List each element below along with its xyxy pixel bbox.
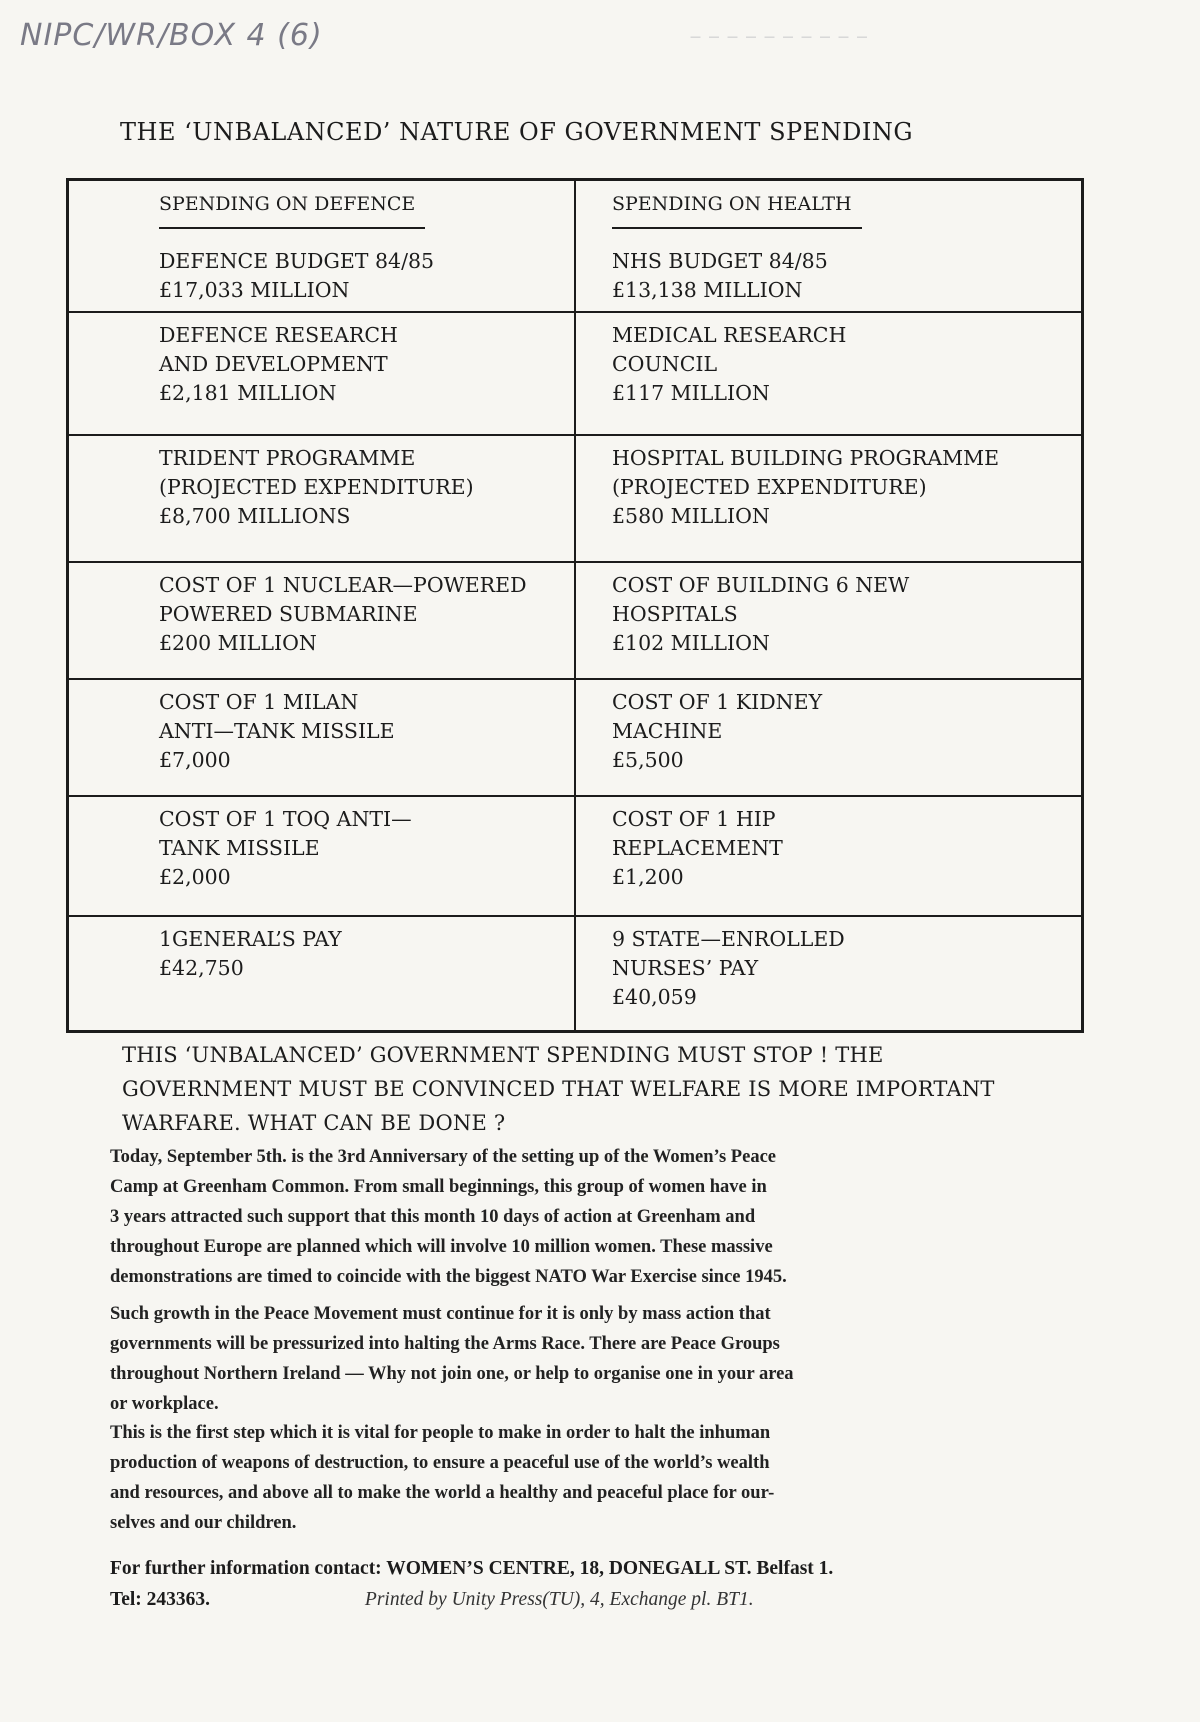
cell-text: NHS BUDGET 84/85: [612, 249, 828, 273]
table-cell-health: [575, 679, 1083, 796]
paragraph-line: Such growth in the Peace Movement must continue for it is only by mass action that: [110, 1304, 771, 1324]
paragraph-line: 3 years attracted such support that this month 10 days of action at Greenham and: [110, 1207, 756, 1227]
cell-text: £200 MILLION: [159, 631, 317, 655]
table-row: [68, 916, 1083, 1031]
call-line: THIS ‘UNBALANCED’ GOVERNMENT SPENDING MUST STOP ! THE: [122, 1043, 884, 1067]
cell-text: DEFENCE BUDGET 84/85: [159, 249, 435, 273]
cell-text: HOSPITAL BUILDING PROGRAMME: [612, 446, 1000, 470]
table-cell-defence: [68, 180, 576, 313]
table-row: [68, 180, 1083, 313]
table-row: [68, 312, 1083, 435]
cell-text: £2,181 MILLION: [159, 381, 337, 405]
cell-text: MACHINE: [612, 719, 723, 743]
paragraph-line: throughout Northern Ireland — Why not join one, or help to organise one in your area: [110, 1364, 794, 1384]
table-cell-health: [575, 916, 1083, 1031]
cell-text: REPLACEMENT: [612, 836, 783, 860]
cell-text: £42,750: [159, 956, 244, 980]
table-cell-defence: [68, 796, 576, 916]
cell-text: TANK MISSILE: [159, 836, 320, 860]
cell-text: MEDICAL RESEARCH: [612, 323, 847, 347]
printer-credit: Printed by Unity Press(TU), 4, Exchange pl. BT1.: [364, 1589, 754, 1610]
cell-text: COST OF BUILDING 6 NEW: [612, 573, 910, 597]
table-row: [68, 796, 1083, 916]
cell-text: COST OF 1 KIDNEY: [612, 690, 823, 714]
contact-line-2: [110, 1584, 1070, 1615]
cell-text: £17,033 MILLION: [159, 278, 350, 302]
call-to-action: [122, 1038, 1082, 1140]
table-body: [68, 180, 1083, 1032]
paragraph-first-step: [110, 1418, 1070, 1538]
paragraph-greenham: [110, 1142, 1070, 1292]
cell-text: £1,200: [612, 865, 684, 889]
column-header-health: SPENDING ON HEALTH: [612, 190, 862, 229]
table-row: [68, 562, 1083, 679]
cell-text: £117 MILLION: [612, 381, 770, 405]
cell-text: £13,138 MILLION: [612, 278, 803, 302]
column-header-defence: SPENDING ON DEFENCE: [159, 190, 425, 229]
table-cell-defence: [68, 435, 576, 562]
paragraph-line: throughout Europe are planned which will involve 10 million women. These massive: [110, 1237, 773, 1257]
cell-text: COST OF 1 NUCLEAR—POWERED: [159, 573, 527, 597]
call-line: GOVERNMENT MUST BE CONVINCED THAT WELFARE IS MORE IMPORTANT: [122, 1077, 995, 1101]
paragraph-peace-movement: [110, 1299, 1070, 1419]
cell-text: (PROJECTED EXPENDITURE): [159, 475, 474, 499]
cell-text: TRIDENT PROGRAMME: [159, 446, 416, 470]
table-cell-health: [575, 435, 1083, 562]
page-title: THE ‘UNBALANCED’ NATURE OF GOVERNMENT SPENDING: [120, 118, 914, 146]
cell-text: HOSPITALS: [612, 602, 738, 626]
cell-text: COUNCIL: [612, 352, 718, 376]
cell-text: £2,000: [159, 865, 231, 889]
contact-line: For further information contact: WOMEN’S CENTRE, 18, DONEGALL ST. Belfast 1.: [110, 1558, 834, 1579]
table-cell-defence: [68, 562, 576, 679]
cell-text: NURSES’ PAY: [612, 956, 759, 980]
paragraph-line: Today, September 5th. is the 3rd Anniversary of the setting up of the Women’s Peace: [110, 1147, 776, 1167]
paragraph-line: and resources, and above all to make the world a healthy and peaceful place for our-: [110, 1483, 775, 1503]
paragraph-line: demonstrations are timed to coincide with the biggest NATO War Exercise since 1945.: [110, 1267, 787, 1287]
paragraph-line: This is the first step which it is vital for people to make in order to halt the inhuman: [110, 1423, 771, 1443]
table-row: [68, 679, 1083, 796]
archive-reference-handwriting: NIPC/WR/BOX 4 (6): [20, 18, 323, 53]
call-line: WARFARE. WHAT CAN BE DONE ?: [122, 1111, 506, 1135]
cell-text: COST OF 1 TOQ ANTI—: [159, 807, 412, 831]
contact-info: [110, 1553, 1070, 1615]
table-cell-health: [575, 796, 1083, 916]
spending-comparison-table: [66, 178, 1084, 1033]
paragraph-line: production of weapons of destruction, to ensure a peaceful use of the world’s wealth: [110, 1453, 770, 1473]
cell-text: ANTI—TANK MISSILE: [159, 719, 395, 743]
paragraph-line: selves and our children.: [110, 1513, 297, 1533]
cell-text: COST OF 1 HIP: [612, 807, 776, 831]
cell-text: £102 MILLION: [612, 631, 770, 655]
table-cell-health: [575, 180, 1083, 313]
cell-text: (PROJECTED EXPENDITURE): [612, 475, 927, 499]
cell-text: £40,059: [612, 985, 697, 1009]
table-cell-defence: [68, 312, 576, 435]
cell-text: AND DEVELOPMENT: [159, 352, 388, 376]
cell-text: 9 STATE—ENROLLED: [612, 927, 845, 951]
paragraph-line: Camp at Greenham Common. From small beginnings, this group of women have in: [110, 1177, 767, 1197]
table-cell-defence: [68, 916, 576, 1031]
table-row: [68, 435, 1083, 562]
cell-text: £5,500: [612, 748, 684, 772]
cell-text: £8,700 MILLIONS: [159, 504, 351, 528]
cell-text: COST OF 1 MILAN: [159, 690, 359, 714]
table-cell-health: [575, 562, 1083, 679]
faint-header-marks: — — — — — — — — — —: [690, 30, 870, 43]
table-cell-health: [575, 312, 1083, 435]
cell-text: DEFENCE RESEARCH: [159, 323, 398, 347]
cell-text: £580 MILLION: [612, 504, 770, 528]
paragraph-line: governments will be pressurized into halting the Arms Race. There are Peace Groups: [110, 1334, 780, 1354]
contact-telephone: Tel: 243363.: [110, 1589, 211, 1610]
cell-text: 1GENERAL’S PAY: [159, 927, 342, 951]
paragraph-line: or workplace.: [110, 1394, 219, 1414]
cell-text: £7,000: [159, 748, 231, 772]
table-cell-defence: [68, 679, 576, 796]
cell-text: POWERED SUBMARINE: [159, 602, 418, 626]
